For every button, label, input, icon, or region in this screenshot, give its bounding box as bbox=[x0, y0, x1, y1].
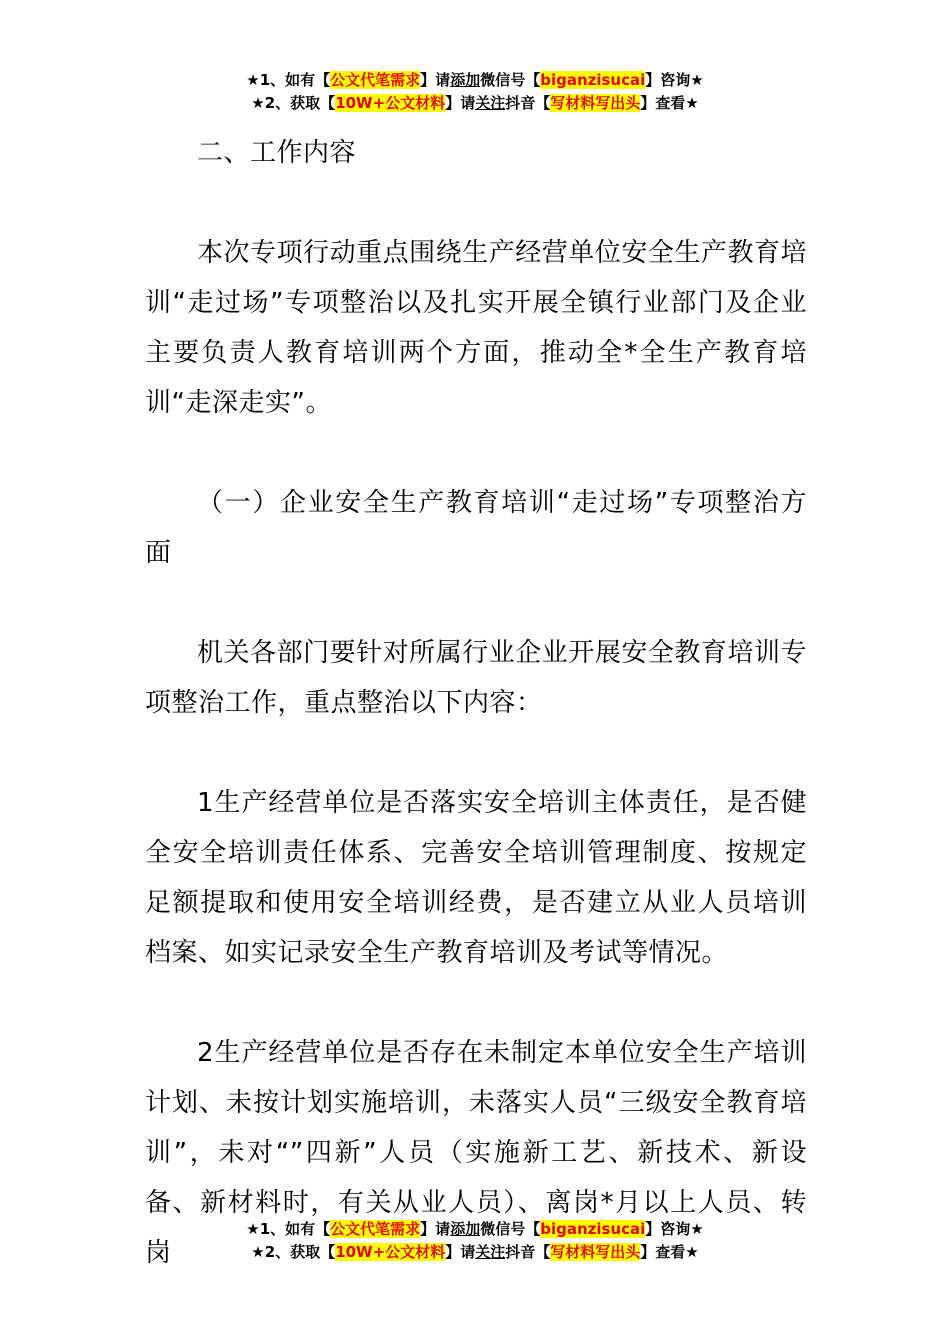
promo-line-1 bbox=[0, 69, 950, 92]
promo-emphasis: 关注 bbox=[475, 1243, 506, 1261]
promo-text: 】咨询★ bbox=[645, 1220, 704, 1238]
promo-text: 抖音【 bbox=[505, 1243, 551, 1261]
promo-highlight: 公文代笔需求 bbox=[330, 71, 421, 89]
promo-highlight: 写材料写出头 bbox=[550, 1243, 641, 1261]
promo-text: ★1、如有【 bbox=[246, 71, 331, 89]
list-item: 2生产经营单位是否存在未制定本单位安全生产培训计划、未按计划实施培训，未落实人员“三级安全教育培训”，未对“”四新”人员（实施新工艺、新技术、新设备、新材料时，有关从业人员）、离岗*月以上人员、转岗 bbox=[145, 1038, 807, 1268]
promo-text: 】查看★ bbox=[640, 1243, 699, 1261]
promo-text: ★1、如有【 bbox=[246, 1220, 331, 1238]
promo-text: ★2、获取【 bbox=[251, 1243, 336, 1261]
promo-emphasis: 添加 bbox=[450, 71, 481, 89]
promo-text: 】请 bbox=[420, 1220, 451, 1238]
paragraph-gap bbox=[145, 978, 807, 1028]
promo-text: ★2、获取【 bbox=[251, 94, 336, 112]
promo-text: 微信号【 bbox=[480, 1220, 541, 1238]
list-item: 1生产经营单位是否落实安全培训主体责任，是否健全安全培训责任体系、完善安全培训管理制度、按规定足额提取和使用安全培训经费，是否建立从业人员培训档案、如实记录安全生产教育培训及考试等情况。 bbox=[145, 788, 807, 968]
promo-text: 】请 bbox=[445, 1243, 476, 1261]
paragraph-gap bbox=[145, 728, 807, 778]
promo-line-2 bbox=[0, 1241, 950, 1264]
paragraph-gap bbox=[145, 428, 807, 478]
promo-text: 微信号【 bbox=[480, 71, 541, 89]
promo-line-1 bbox=[0, 1218, 950, 1241]
paragraph: 本次专项行动重点围绕生产经营单位安全生产教育培训“走过场”专项整治以及扎实开展全镇行业部门及企业主要负责人教育培训两个方面，推动全*全生产教育培训“走深走实”。 bbox=[145, 238, 807, 418]
promo-highlight: 公文代笔需求 bbox=[330, 1220, 421, 1238]
promo-text: 】请 bbox=[445, 94, 476, 112]
paragraph-gap bbox=[145, 178, 807, 228]
promo-text: 】请 bbox=[420, 71, 451, 89]
promo-text: 】查看★ bbox=[640, 94, 699, 112]
paragraph-gap bbox=[145, 578, 807, 628]
promo-text: 】咨询★ bbox=[645, 71, 704, 89]
subsection-heading: （一）企业安全生产教育培训“走过场”专项整治方面 bbox=[145, 488, 807, 568]
document-body bbox=[145, 128, 807, 1278]
promo-highlight: 10W+公文材料 bbox=[335, 1243, 446, 1261]
promo-highlight: biganzisucai bbox=[540, 1220, 646, 1238]
promo-highlight: biganzisucai bbox=[540, 71, 646, 89]
promo-text: 抖音【 bbox=[505, 94, 551, 112]
section-heading: 二、工作内容 bbox=[197, 138, 357, 168]
promo-banner-bottom bbox=[0, 1218, 950, 1264]
promo-line-2 bbox=[0, 92, 950, 115]
promo-highlight: 10W+公文材料 bbox=[335, 94, 446, 112]
paragraph: 机关各部门要针对所属行业企业开展安全教育培训专项整治工作，重点整治以下内容： bbox=[145, 638, 807, 718]
promo-highlight: 写材料写出头 bbox=[550, 94, 641, 112]
promo-emphasis: 关注 bbox=[475, 94, 506, 112]
promo-emphasis: 添加 bbox=[450, 1220, 481, 1238]
promo-banner-top bbox=[0, 69, 950, 115]
